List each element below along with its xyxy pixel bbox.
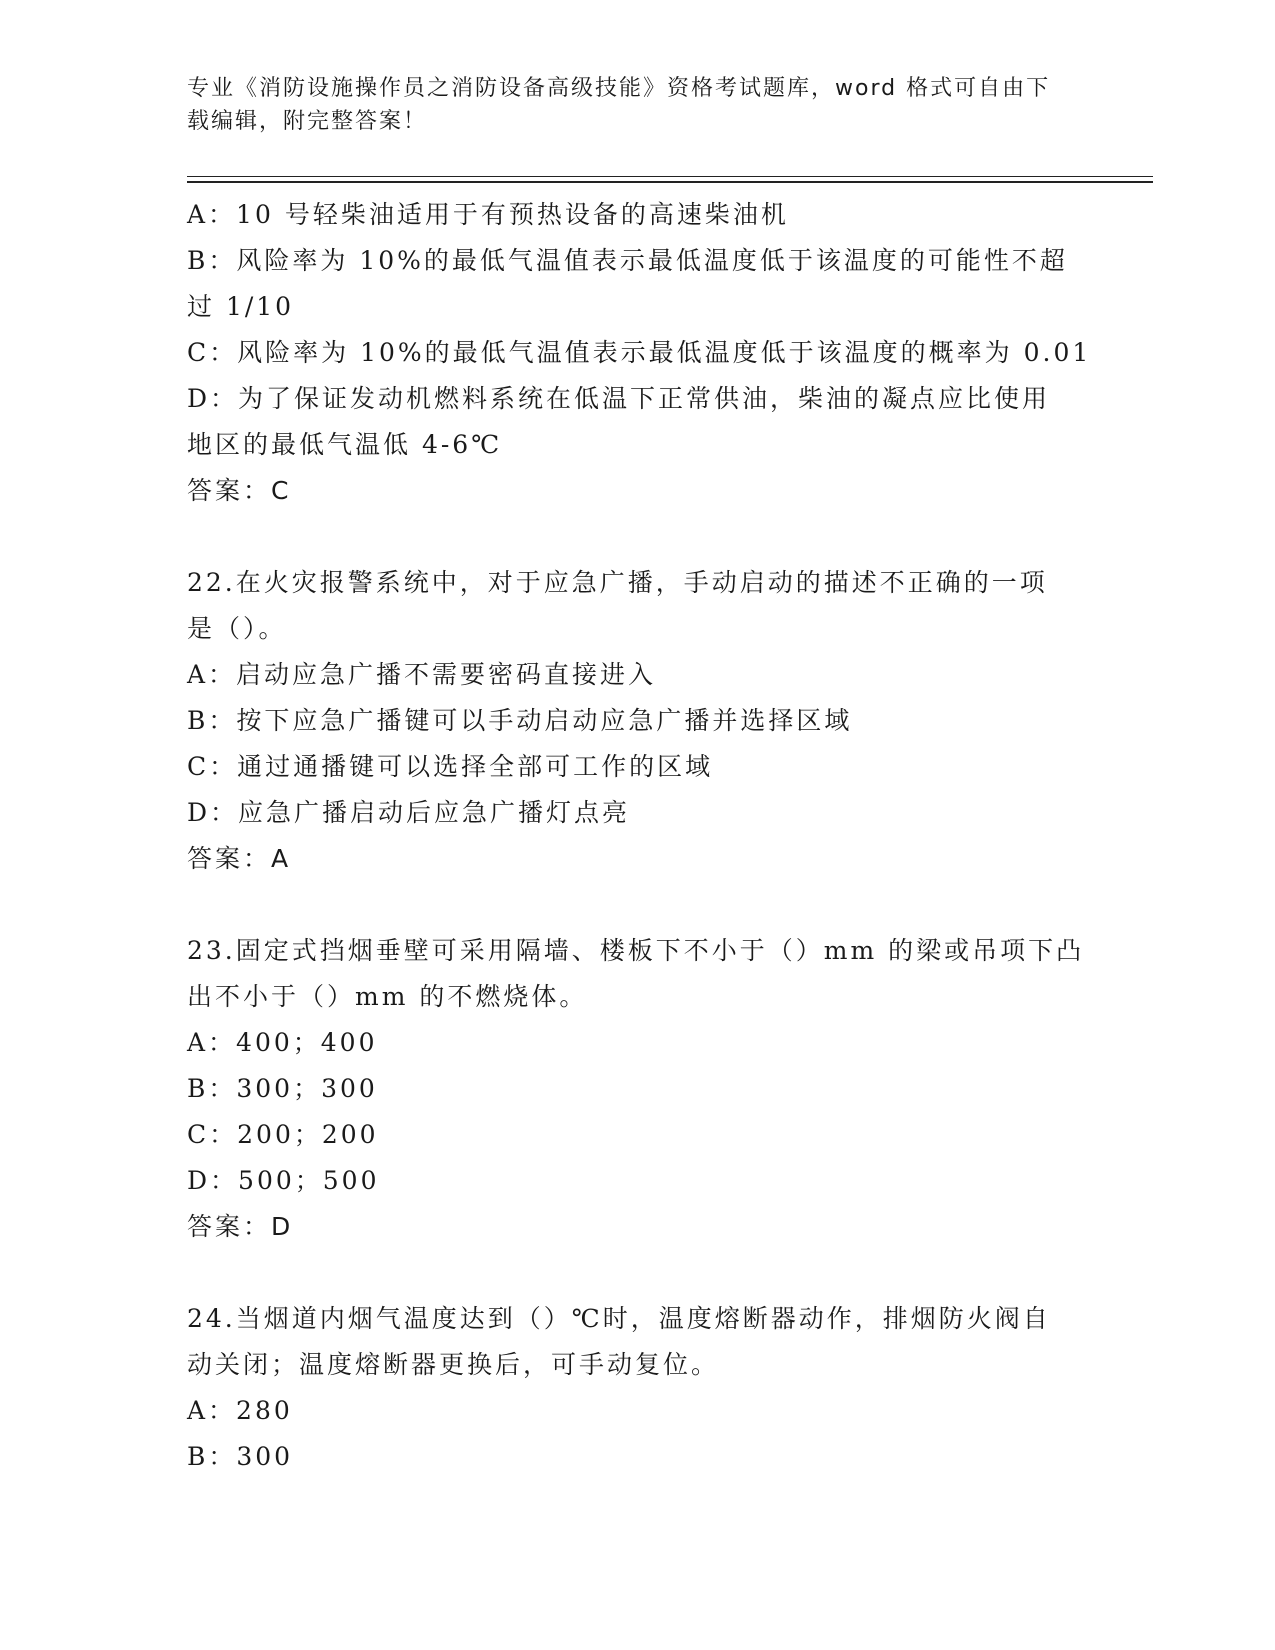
q23-option-b: B：300；300: [187, 1074, 378, 1103]
q24-stem-line-1: 24.当烟道内烟气温度达到（）℃时，温度熔断器动作，排烟防火阀自: [187, 1304, 1051, 1333]
q23-stem-line-2: 出不小于（）mm 的不燃烧体。: [187, 982, 588, 1011]
q21-option-b-line-2: 过 1/10: [187, 292, 295, 321]
q24-option-b: B：300: [187, 1442, 294, 1471]
document-header: [187, 72, 1087, 138]
q21-option-d-line-2: 地区的最低气温低 4-6℃: [187, 430, 503, 459]
q23-option-c: C：200；200: [187, 1120, 379, 1149]
q22-option-b: B：按下应急广播键可以手动启动应急广播并选择区域: [187, 706, 853, 735]
q22-stem-line-1: 22.在火灾报警系统中，对于应急广播，手动启动的描述不正确的一项: [187, 568, 1048, 597]
q23-option-a: A：400；400: [187, 1028, 378, 1057]
q21-option-c: C：风险率为 10%的最低气温值表示最低温度低于该温度的概率为 0.01: [187, 338, 1092, 367]
q22-stem-line-2: 是（）。: [187, 614, 287, 643]
q22-answer: 答案：A: [187, 844, 292, 873]
spacer: [187, 514, 1087, 560]
q22-option-c: C：通过通播键可以选择全部可工作的区域: [187, 752, 714, 781]
q21-option-a: A：10 号轻柴油适用于有预热设备的高速柴油机: [187, 200, 789, 229]
q24-option-a: A：280: [187, 1396, 293, 1425]
q21-answer: 答案：C: [187, 476, 292, 505]
q24-stem-line-2: 动关闭；温度熔断器更换后，可手动复位。: [187, 1350, 720, 1379]
header-divider-thin: [187, 176, 1153, 177]
header-divider-thick: [187, 181, 1153, 183]
q21-option-d-line-1: D：为了保证发动机燃料系统在低温下正常供油，柴油的凝点应比使用: [187, 384, 1051, 413]
q23-answer: 答案：D: [187, 1212, 294, 1241]
q22-option-d: D：应急广播启动后应急广播灯点亮: [187, 798, 631, 827]
question-content: [187, 192, 1092, 1480]
q23-option-d: D：500；500: [187, 1166, 380, 1195]
spacer: [187, 882, 1087, 928]
header-line-1: 专业《消防设施操作员之消防设备高级技能》资格考试题库，word 格式可自由下: [187, 76, 1051, 101]
q21-option-b-line-1: B：风险率为 10%的最低气温值表示最低温度低于该温度的可能性不超: [187, 246, 1068, 275]
q22-option-a: A：启动应急广播不需要密码直接进入: [187, 660, 657, 689]
q23-stem-line-1: 23.固定式挡烟垂壁可采用隔墙、楼板下不小于（）mm 的梁或吊项下凸: [187, 936, 1085, 965]
spacer: [187, 1250, 1087, 1296]
header-line-2: 载编辑，附完整答案！: [187, 109, 428, 134]
